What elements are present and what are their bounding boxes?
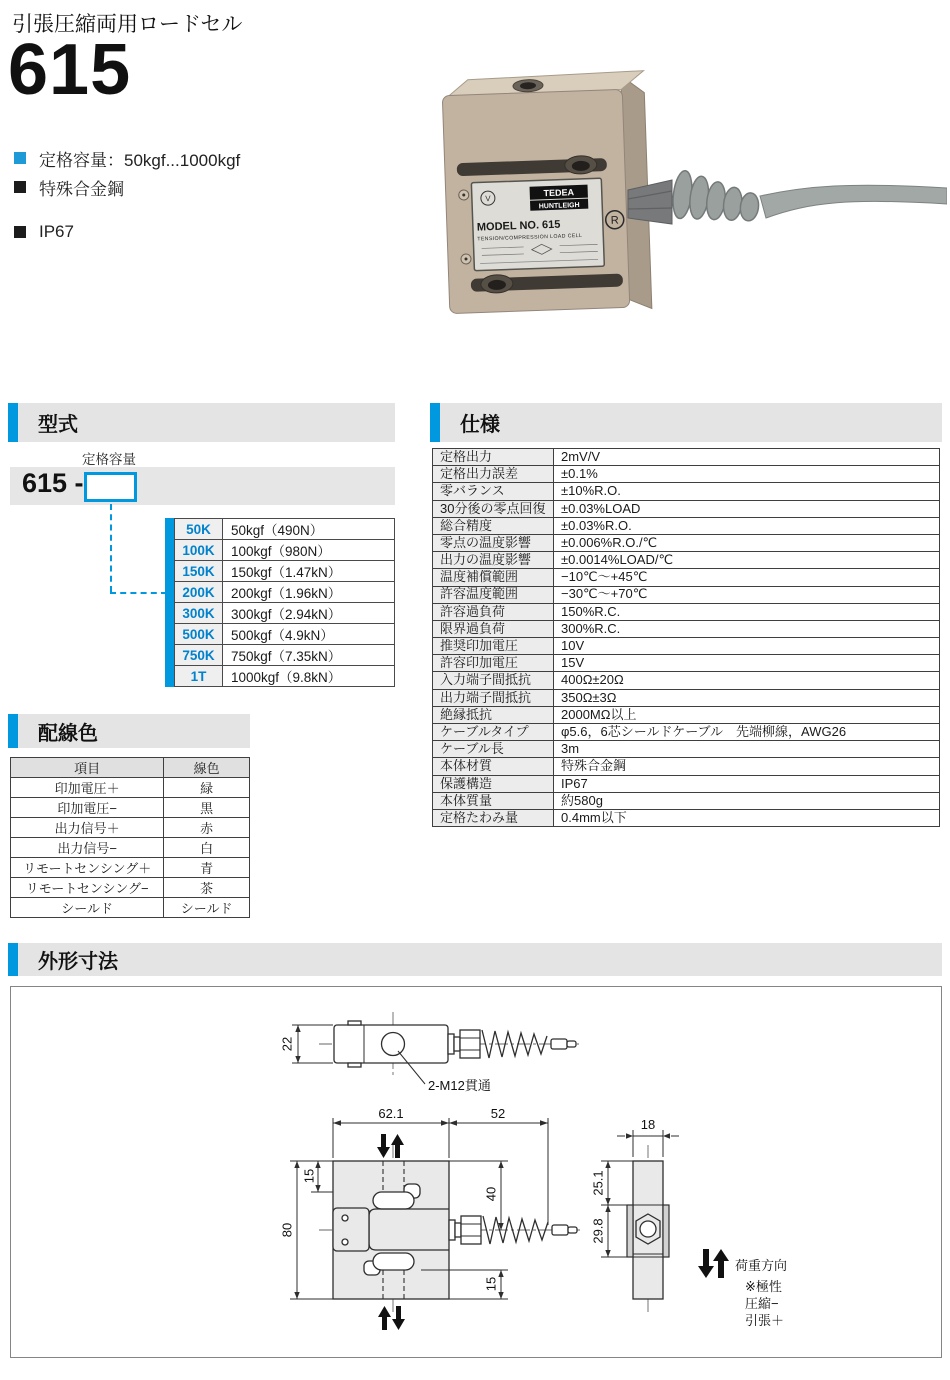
accent-bar bbox=[8, 403, 18, 442]
accent-bar bbox=[8, 943, 18, 976]
name-plate bbox=[471, 178, 604, 270]
spec-row bbox=[433, 655, 940, 672]
capacity-desc: 150kgf（1.47kN） bbox=[223, 561, 395, 582]
spec-row bbox=[433, 672, 940, 689]
accent-bar bbox=[8, 714, 18, 748]
wiring-row bbox=[11, 838, 250, 858]
spec-value-cell: 10V bbox=[554, 638, 940, 655]
spec-row bbox=[433, 706, 940, 723]
wiring-item-cell: リモートセンシング− bbox=[11, 878, 164, 898]
load-arrow-down-icon bbox=[377, 1134, 390, 1158]
spec-label-cell: 零バランス bbox=[433, 483, 554, 500]
dim-slot-top: 15 bbox=[301, 1168, 317, 1184]
square-bullet-icon bbox=[14, 181, 26, 193]
spec-value-cell: 300%R.C. bbox=[554, 620, 940, 637]
strain-relief-boot bbox=[671, 170, 762, 228]
capacity-desc: 500kgf（4.9kN） bbox=[223, 624, 395, 645]
feature-text: 特殊合金鋼 bbox=[39, 179, 124, 199]
spec-value-cell: ±0.03%LOAD bbox=[554, 500, 940, 517]
dim-side-width: 18 bbox=[640, 1117, 656, 1132]
capacity-desc: 100kgf（980N） bbox=[223, 540, 395, 561]
spec-label-cell: 温度補償範囲 bbox=[433, 569, 554, 586]
feature-item bbox=[14, 220, 240, 244]
plate-model-text: MODEL NO. 615 bbox=[476, 218, 561, 234]
spec-value-cell: 350Ω±3Ω bbox=[554, 689, 940, 706]
dimension-drawing-box bbox=[10, 986, 942, 1358]
spec-value-cell: 15V bbox=[554, 655, 940, 672]
spec-label-cell: 定格出力 bbox=[433, 449, 554, 466]
spec-label-cell: 本体質量 bbox=[433, 792, 554, 809]
load-arrow-up-icon bbox=[378, 1306, 391, 1330]
capacity-table bbox=[165, 518, 395, 687]
spec-row bbox=[433, 775, 940, 792]
spec-row bbox=[433, 689, 940, 706]
spec-value-cell: 150%R.C. bbox=[554, 603, 940, 620]
spec-value-cell: ±0.006%R.O./℃ bbox=[554, 534, 940, 551]
svg-text:V: V bbox=[485, 194, 491, 204]
spec-value-cell: 2mV/V bbox=[554, 449, 940, 466]
section-header-model bbox=[8, 403, 395, 442]
wiring-item-cell: 印加電圧＋ bbox=[11, 778, 164, 798]
through-hole bbox=[382, 1033, 405, 1056]
wiring-header-row bbox=[11, 758, 250, 778]
spec-label-cell: 出力端子間抵抗 bbox=[433, 689, 554, 706]
spec-row bbox=[433, 620, 940, 637]
brand-text-2: HUNTLEIGH bbox=[538, 201, 580, 211]
section-heading: 外形寸法 bbox=[38, 951, 118, 973]
capacity-row bbox=[175, 666, 395, 687]
spec-label-cell: 保護構造 bbox=[433, 775, 554, 792]
spec-row bbox=[433, 758, 940, 775]
spec-label-cell: 本体材質 bbox=[433, 758, 554, 775]
spec-row bbox=[433, 638, 940, 655]
wiring-color-cell: 白 bbox=[164, 838, 250, 858]
section-heading: 型式 bbox=[38, 414, 78, 436]
model-number: 615 bbox=[8, 30, 132, 110]
wiring-item-cell: 印加電圧− bbox=[11, 798, 164, 818]
feature-text: IP67 bbox=[39, 222, 74, 241]
spec-row bbox=[433, 809, 940, 826]
capacity-code: 150K bbox=[175, 561, 223, 582]
spec-value-cell: 0.4mm以下 bbox=[554, 809, 940, 826]
capacity-row bbox=[175, 624, 395, 645]
thread-callout: 2-M12貫通 bbox=[428, 1078, 491, 1093]
plate-type-text: TENSION/COMPRESSION LOAD CELL bbox=[477, 232, 583, 243]
brand-text: TEDEA bbox=[543, 187, 575, 199]
spec-value-cell: φ5.6，6芯シールドケーブル 先端柳線，AWG26 bbox=[554, 724, 940, 741]
page-title: 引張圧縮両用ロードセル bbox=[12, 13, 243, 36]
feature-text: 定格容量：50kgf...1000kgf bbox=[39, 150, 241, 170]
connector-line bbox=[110, 504, 112, 592]
capacity-desc: 1000kgf（9.8kN） bbox=[223, 666, 395, 687]
spec-value-cell: 約580g bbox=[554, 792, 940, 809]
connector-line bbox=[110, 592, 167, 594]
wiring-row bbox=[11, 898, 250, 918]
spec-label-cell: 限界過負荷 bbox=[433, 620, 554, 637]
capacity-code-box bbox=[84, 472, 137, 502]
load-cell-body bbox=[442, 71, 652, 316]
dim-side-upper: 25.1 bbox=[590, 1170, 606, 1196]
dimension-drawing bbox=[11, 987, 940, 1356]
polarity-compression: 圧縮− bbox=[745, 1296, 779, 1311]
spec-row bbox=[433, 603, 940, 620]
feature-item bbox=[14, 146, 240, 170]
cable-assembly bbox=[628, 170, 947, 228]
capacity-code: 200K bbox=[175, 582, 223, 603]
wiring-color-cell: 青 bbox=[164, 858, 250, 878]
spec-row bbox=[433, 724, 940, 741]
capacity-row bbox=[175, 561, 395, 582]
load-arrow-down-icon bbox=[698, 1249, 714, 1278]
spec-value-cell: −30℃～+70℃ bbox=[554, 586, 940, 603]
product-photo bbox=[410, 50, 947, 340]
model-prefix: 615 - bbox=[22, 468, 84, 498]
spec-label-cell: 総合精度 bbox=[433, 517, 554, 534]
spec-value-cell: 特殊合金鋼 bbox=[554, 758, 940, 775]
capacity-desc: 750kgf（7.35kN） bbox=[223, 645, 395, 666]
section-header-spec bbox=[430, 403, 942, 442]
capacity-row bbox=[175, 582, 395, 603]
load-direction-label: 荷重方向 bbox=[735, 1258, 788, 1273]
spec-row bbox=[433, 466, 940, 483]
spec-value-cell: 400Ω±20Ω bbox=[554, 672, 940, 689]
spec-label-cell: ケーブルタイプ bbox=[433, 724, 554, 741]
dim-cable-length: 52 bbox=[490, 1106, 506, 1121]
spec-table bbox=[432, 448, 940, 827]
square-bullet-icon bbox=[14, 226, 26, 238]
capacity-row bbox=[175, 519, 395, 540]
registered-mark: R bbox=[610, 214, 619, 227]
spec-row bbox=[433, 500, 940, 517]
spec-label-cell: 定格出力誤差 bbox=[433, 466, 554, 483]
wiring-row bbox=[11, 778, 250, 798]
spec-value-cell: −10℃～+45℃ bbox=[554, 569, 940, 586]
load-direction-legend bbox=[698, 1249, 787, 1328]
wiring-color-cell: 茶 bbox=[164, 878, 250, 898]
spec-label-cell: 出力の温度影響 bbox=[433, 552, 554, 569]
wiring-color-cell: 緑 bbox=[164, 778, 250, 798]
spec-row bbox=[433, 741, 940, 758]
dim-slot-bottom: 15 bbox=[483, 1276, 499, 1292]
capacity-code: 300K bbox=[175, 603, 223, 624]
capacity-desc: 200kgf（1.96kN） bbox=[223, 582, 395, 603]
capacity-row bbox=[175, 603, 395, 624]
wiring-table bbox=[10, 757, 250, 918]
spec-label-cell: 推奨印加電圧 bbox=[433, 638, 554, 655]
spec-row bbox=[433, 552, 940, 569]
capacity-desc: 300kgf（2.94kN） bbox=[223, 603, 395, 624]
spec-row bbox=[433, 483, 940, 500]
dim-height: 80 bbox=[279, 1222, 295, 1238]
spec-label-cell: 入力端子間抵抗 bbox=[433, 672, 554, 689]
spec-row bbox=[433, 517, 940, 534]
spec-label-cell: ケーブル長 bbox=[433, 741, 554, 758]
accent-bar bbox=[430, 403, 440, 442]
dim-body-width: 62.1 bbox=[378, 1106, 404, 1121]
wiring-color-cell: 赤 bbox=[164, 818, 250, 838]
feature-list bbox=[14, 146, 240, 265]
capacity-code: 100K bbox=[175, 540, 223, 561]
spec-label-cell: 許容過負荷 bbox=[433, 603, 554, 620]
wiring-row bbox=[11, 878, 250, 898]
spec-row bbox=[433, 569, 940, 586]
spec-value-cell: 2000MΩ以上 bbox=[554, 706, 940, 723]
wiring-color-cell: シールド bbox=[164, 898, 250, 918]
front-view bbox=[279, 1106, 583, 1330]
wiring-color-cell: 黒 bbox=[164, 798, 250, 818]
top-view bbox=[279, 1012, 579, 1093]
spec-value-cell: ±10%R.O. bbox=[554, 483, 940, 500]
spec-row bbox=[433, 449, 940, 466]
spec-row bbox=[433, 792, 940, 809]
dim-center-offset: 40 bbox=[483, 1186, 499, 1202]
wiring-item-cell: 出力信号＋ bbox=[11, 818, 164, 838]
polarity-note: ※極性 bbox=[745, 1279, 782, 1294]
wiring-item-cell: 出力信号− bbox=[11, 838, 164, 858]
dim-top-thickness: 22 bbox=[279, 1036, 295, 1052]
wiring-item-cell: シールド bbox=[11, 898, 164, 918]
spec-value-cell: IP67 bbox=[554, 775, 940, 792]
spec-value-cell: ±0.1% bbox=[554, 466, 940, 483]
wiring-row bbox=[11, 818, 250, 838]
spec-row bbox=[433, 586, 940, 603]
spec-value-cell: 3m bbox=[554, 741, 940, 758]
dim-side-lower: 29.8 bbox=[590, 1218, 606, 1244]
spec-label-cell: 30分後の零点回復 bbox=[433, 500, 554, 517]
capacity-code: 50K bbox=[175, 519, 223, 540]
section-header-wiring bbox=[8, 714, 250, 748]
spec-label-cell: 絶縁抵抗 bbox=[433, 706, 554, 723]
spec-label-cell: 定格たわみ量 bbox=[433, 809, 554, 826]
capacity-row bbox=[175, 645, 395, 666]
wiring-col-item: 項目 bbox=[11, 758, 164, 778]
section-heading: 配線色 bbox=[38, 722, 98, 745]
capacity-desc: 50kgf（490N） bbox=[223, 519, 395, 540]
wiring-col-color: 線色 bbox=[164, 758, 250, 778]
spec-label-cell: 許容印加電圧 bbox=[433, 655, 554, 672]
capacity-code: 500K bbox=[175, 624, 223, 645]
spec-value-cell: ±0.03%R.O. bbox=[554, 517, 940, 534]
load-arrow-down-icon bbox=[392, 1306, 405, 1330]
square-bullet-icon bbox=[14, 152, 26, 164]
wiring-row bbox=[11, 798, 250, 818]
capacity-row bbox=[175, 540, 395, 561]
load-arrow-up-icon bbox=[713, 1249, 729, 1278]
side-view bbox=[590, 1117, 679, 1315]
wiring-row bbox=[11, 858, 250, 878]
spec-label-cell: 零点の温度影響 bbox=[433, 534, 554, 551]
section-header-dimensions bbox=[8, 943, 942, 976]
accent-bar bbox=[165, 518, 174, 687]
capacity-code: 1T bbox=[175, 666, 223, 687]
feature-item bbox=[14, 175, 240, 199]
capacity-label: 定格容量 bbox=[82, 452, 136, 467]
spec-label-cell: 許容温度範囲 bbox=[433, 586, 554, 603]
section-heading: 仕様 bbox=[460, 414, 500, 436]
wiring-item-cell: リモートセンシング＋ bbox=[11, 858, 164, 878]
spec-row bbox=[433, 534, 940, 551]
polarity-tension: 引張＋ bbox=[745, 1313, 785, 1328]
spec-value-cell: ±0.0014%LOAD/℃ bbox=[554, 552, 940, 569]
capacity-code: 750K bbox=[175, 645, 223, 666]
